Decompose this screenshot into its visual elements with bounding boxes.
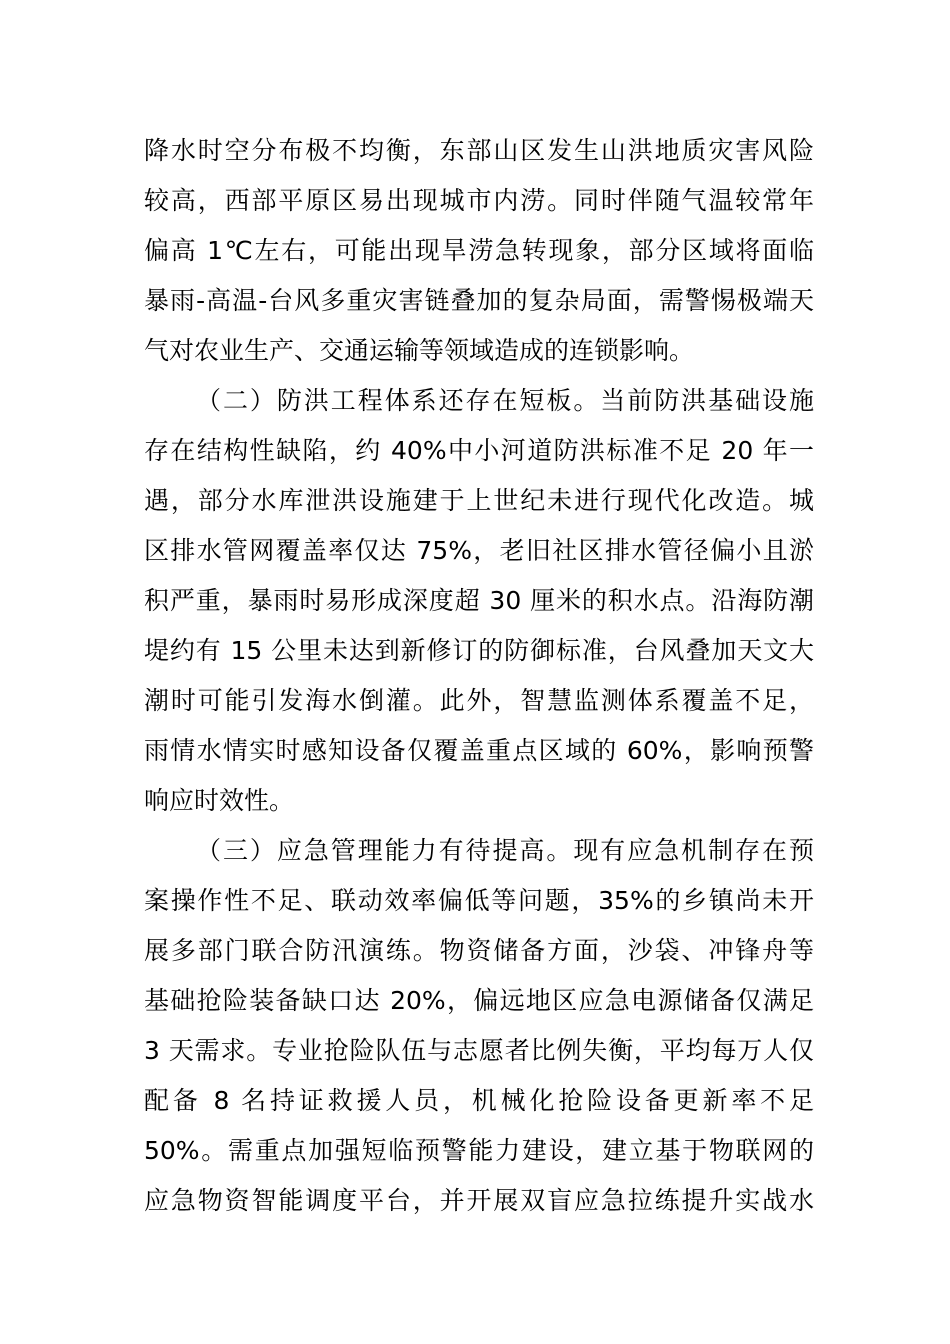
paragraph-emergency-management [144, 826, 814, 1226]
paragraph-flood-engineering [144, 376, 814, 826]
text-line: 偏高 1℃左右，可能出现旱涝急转现象，部分区域将面临 [144, 236, 814, 265]
text-line: 遇，部分水库泄洪设施建于上世纪未进行现代化改造。城 [144, 486, 814, 515]
text-line: 应急物资智能调度平台，并开展双盲应急拉练提升实战水 [144, 1186, 814, 1215]
text-line: 较高，西部平原区易出现城市内涝。同时伴随气温较常年 [144, 186, 814, 215]
text-line: 配备 8 名持证救援人员，机械化抢险设备更新率不足 [144, 1086, 814, 1115]
text-line: 积严重，暴雨时易形成深度超 30 厘米的积水点。沿海防潮 [144, 586, 814, 615]
text-line: 区排水管网覆盖率仅达 75%，老旧社区排水管径偏小且淤 [144, 536, 814, 565]
text-line: 潮时可能引发海水倒灌。此外，智慧监测体系覆盖不足， [144, 686, 814, 715]
body-text [144, 126, 814, 1226]
text-line: 暴雨-高温-台风多重灾害链叠加的复杂局面，需警惕极端天 [144, 286, 814, 315]
text-line: （三）应急管理能力有待提高。现有应急机制存在预 [196, 836, 814, 865]
text-line: 堤约有 15 公里未达到新修订的防御标准，台风叠加天文大 [144, 636, 814, 665]
text-line: 基础抢险装备缺口达 20%，偏远地区应急电源储备仅满足 [144, 986, 814, 1015]
text-line: 响应时效性。 [144, 786, 295, 815]
paragraph-weather-risk [144, 126, 814, 376]
text-line: 雨情水情实时感知设备仅覆盖重点区域的 60%，影响预警 [144, 736, 814, 765]
text-line: （二）防洪工程体系还存在短板。当前防洪基础设施 [196, 386, 814, 415]
text-line: 50%。需重点加强短临预警能力建设，建立基于物联网的 [144, 1136, 814, 1165]
text-line: 降水时空分布极不均衡，东部山区发生山洪地质灾害风险 [144, 136, 814, 165]
text-line: 展多部门联合防汛演练。物资储备方面，沙袋、冲锋舟等 [144, 936, 814, 965]
text-line: 案操作性不足、联动效率偏低等问题，35%的乡镇尚未开 [144, 886, 814, 915]
text-line: 气对农业生产、交通运输等领域造成的连锁影响。 [144, 336, 695, 365]
text-line: 3 天需求。专业抢险队伍与志愿者比例失衡，平均每万人仅 [144, 1036, 814, 1065]
text-line: 存在结构性缺陷，约 40%中小河道防洪标准不足 20 年一 [144, 436, 814, 465]
